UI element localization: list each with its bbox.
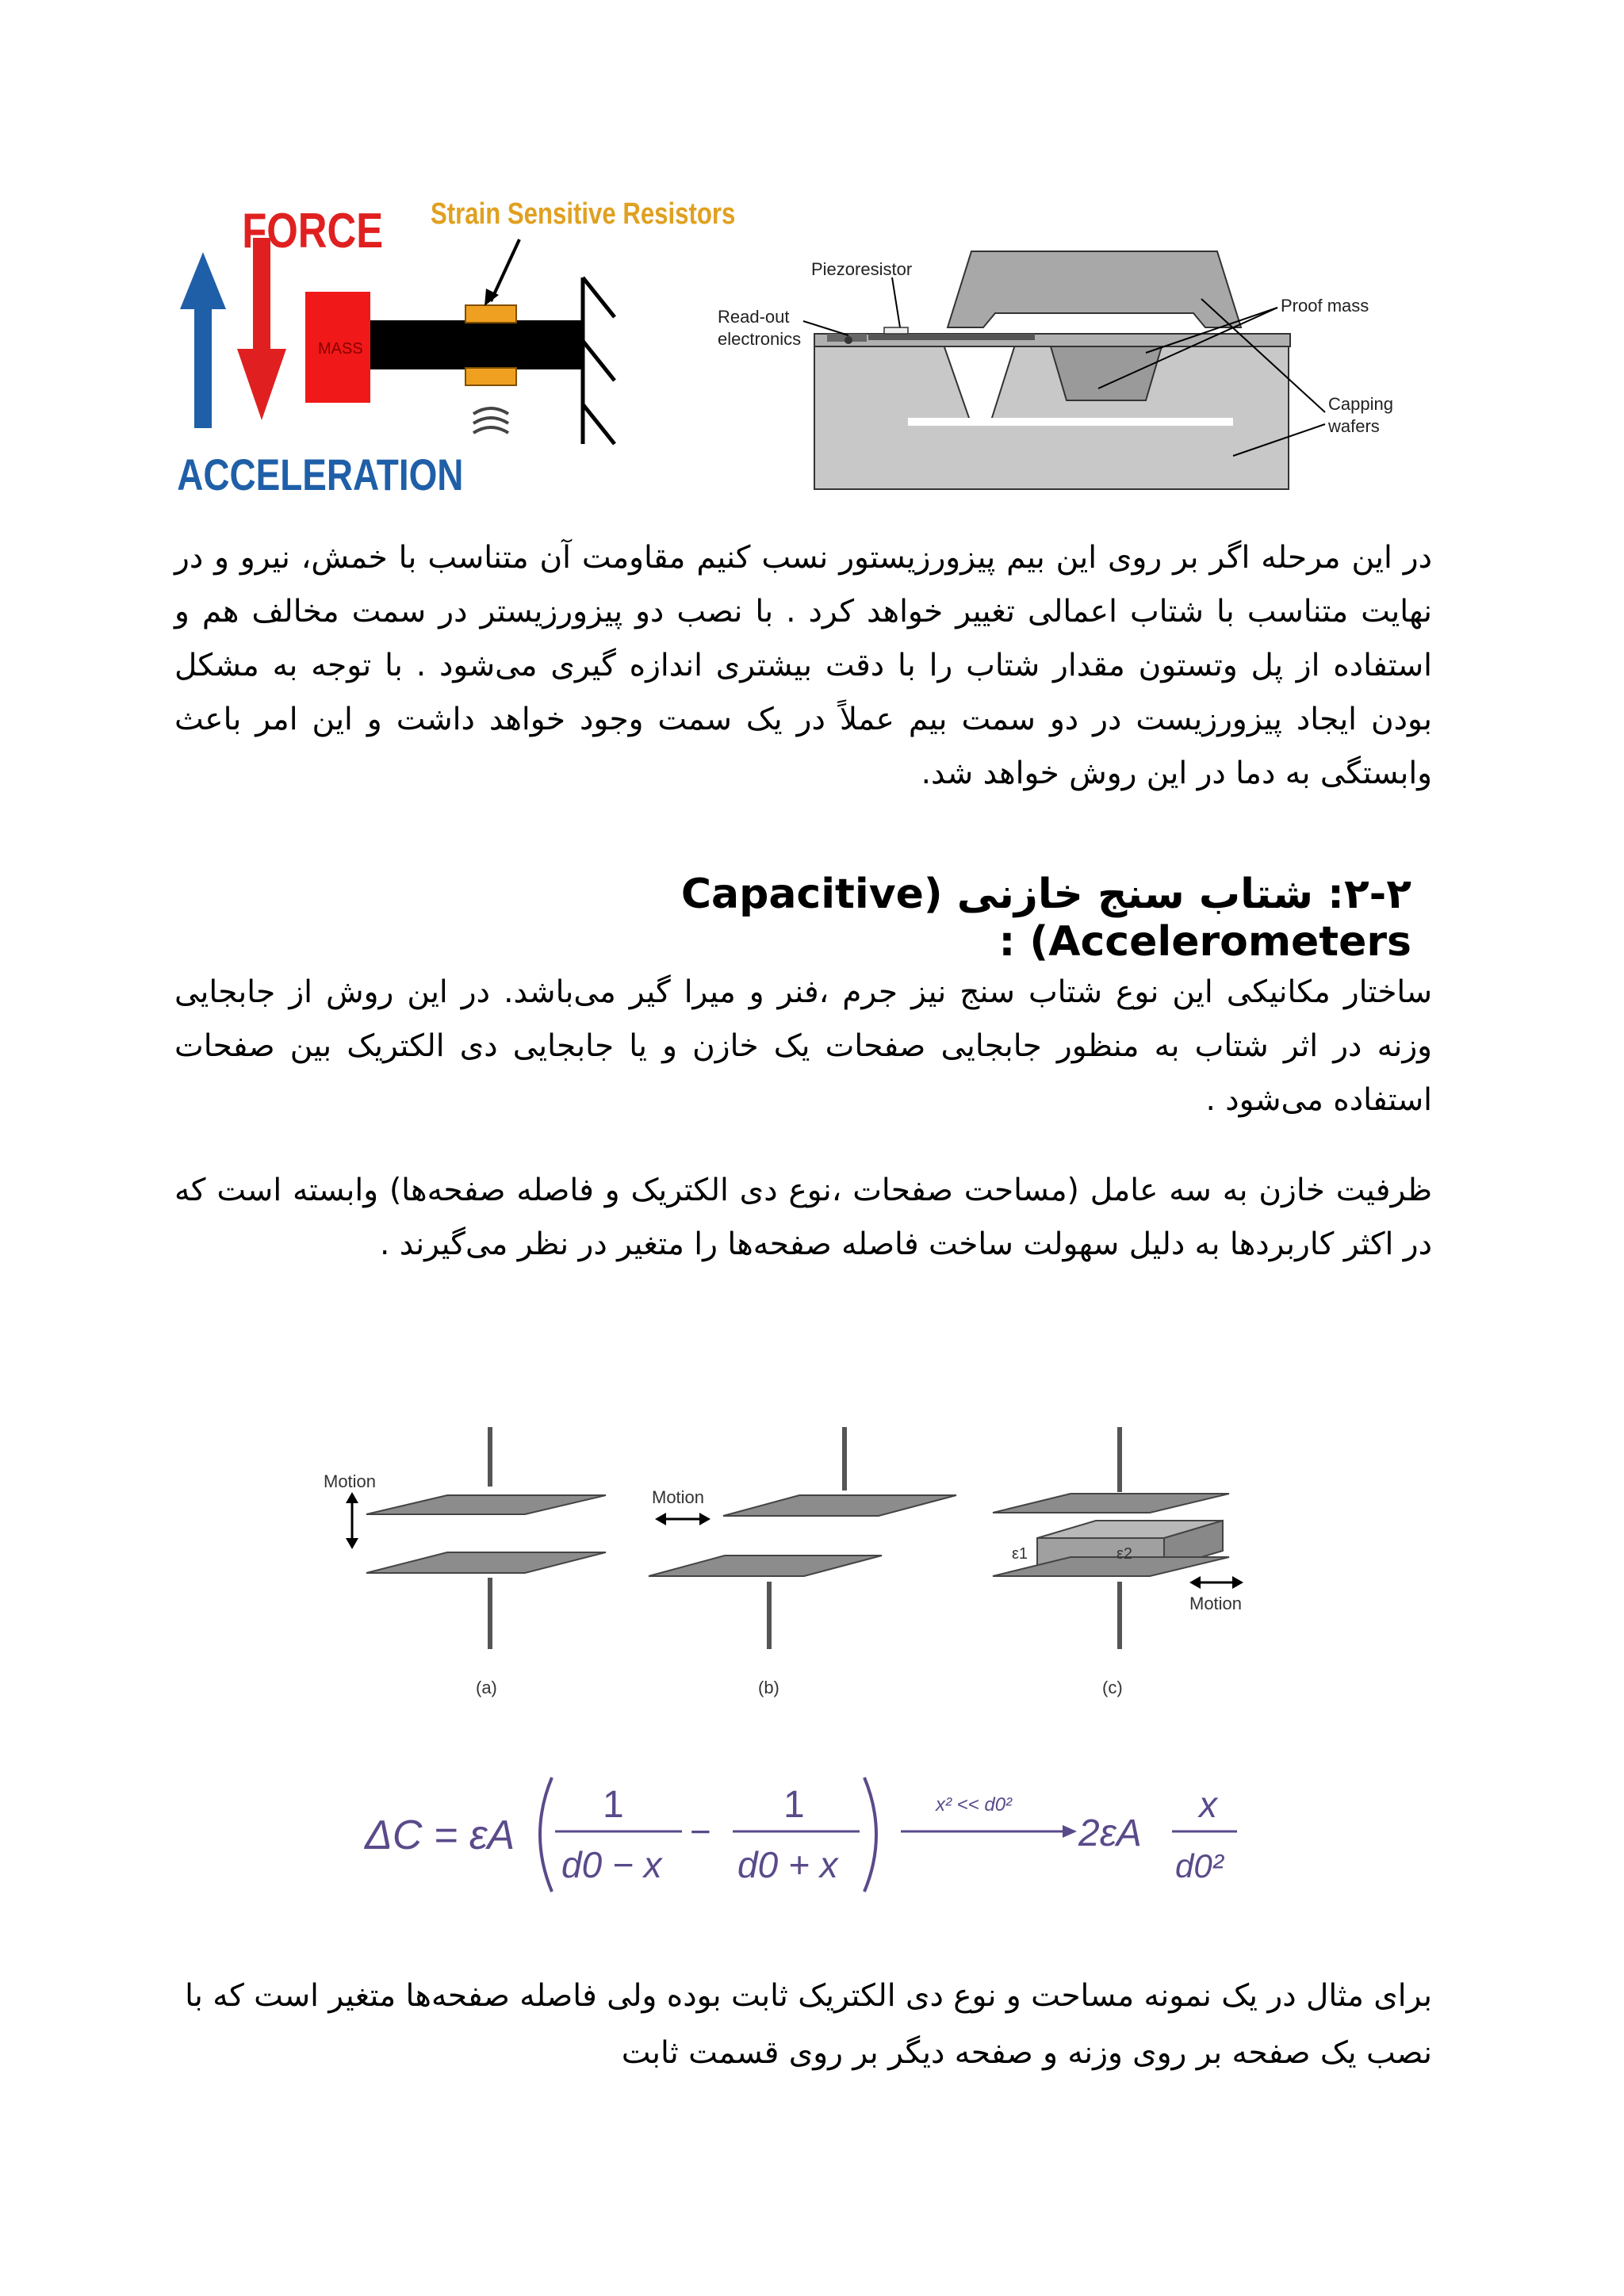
- force-label: FORCE: [242, 204, 384, 259]
- bottom-capping-wafer: [814, 345, 1289, 489]
- paragraph-piezoresistive: در این مرحله اگر بر روی این بیم پیزورزیستور نسب کنیم مقاومت آن متناسب با خمش، نیرو و در نهایت متناسب با شتاب اعمالی تغییر خواهد کرد . با نصب دو پیزورزیستر در سمت مخالف هم و استفاده از پل وتستون مقدار شتاب را با دقت بیشتری اندازه گیری می‌شود . با توجه به مشکل بودن ایجاد پیزورزیست در دو سمت بیم عملاً در یک سمت وجود خواهد داشت و این امر باعث وابستگی به دما در این روش خواهد شد.: [174, 540, 1432, 791]
- vibration-icon: [473, 408, 508, 433]
- accelerometer-force-diagram: [170, 190, 736, 500]
- equation-minus: −: [690, 1811, 711, 1852]
- fraction1-numerator: 1: [603, 1784, 624, 1826]
- motion-label-c: Motion: [1189, 1594, 1243, 1613]
- caption-a: (a): [476, 1678, 497, 1697]
- readout-label-line1: Read-out: [718, 307, 790, 327]
- config-c: [993, 1427, 1243, 1697]
- fixed-wall: [583, 277, 615, 444]
- motion-label-a: Motion: [324, 1471, 377, 1491]
- rhs-numerator: x: [1199, 1784, 1217, 1825]
- section-heading: ۲-۲: شتاب سنج خازنی (Capacitive Accelerometers) :: [680, 871, 1411, 966]
- capping-label-line1: Capping: [1328, 394, 1393, 414]
- capping-label-line2: wafers: [1328, 416, 1380, 436]
- paragraph-example: برای مثال در یک نمونه مساحت و نوع دی الکتریک ثابت بوده ولی فاصله صفحه‌ها متغیر است که با نصب یک صفحه بر روی وزنه و صفحه دیگر بر روی قسمت ثابت: [185, 1978, 1432, 2071]
- mass-label: MASS: [318, 340, 363, 358]
- motion-label-b: Motion: [652, 1487, 705, 1507]
- fraction2-numerator: 1: [783, 1784, 805, 1826]
- acceleration-label: ACCELERATION: [177, 450, 464, 500]
- equation-lhs: ΔC = εA: [365, 1812, 515, 1858]
- config-b: [649, 1427, 956, 1697]
- proof-mass-bottom: [1051, 346, 1162, 400]
- capacitor-configurations-figure: [317, 1419, 1300, 1712]
- equation-rhs-prefix: 2εA: [1078, 1812, 1142, 1854]
- config-a: [324, 1427, 606, 1697]
- paragraph-capacitance-factors: ظرفیت خازن به سه عامل (مساحت صفحات ،نوع دی الکتریک و فاصله صفحه‌ها) وابسته است که در اکثر کاربردها به دلیل سهولت ساخت فاصله صفحه‌ها را متغیر در نظر می‌گیرند .: [174, 1173, 1432, 1262]
- approximation-condition: x² << d0²: [936, 1794, 1013, 1816]
- acceleration-arrow-icon: [180, 252, 226, 428]
- mems-piezoresistive-section: [718, 242, 1435, 496]
- horizontal-motion-arrow-icon: [655, 1513, 710, 1525]
- piezoresistor-label: Piezoresistor: [811, 259, 913, 279]
- strain-resistors-label: Strain Sensitive Resistors: [431, 197, 736, 231]
- caption-c: (c): [1102, 1678, 1123, 1697]
- caption-b: (b): [758, 1678, 779, 1697]
- rhs-denominator: d0²: [1175, 1847, 1224, 1885]
- fraction2-denominator: d0 + x: [737, 1844, 838, 1885]
- force-arrow-icon: [237, 238, 286, 420]
- epsilon1-label: ε1: [1012, 1545, 1028, 1563]
- proof-mass-label: Proof mass: [1281, 296, 1369, 316]
- horizontal-motion-arrow-icon: [1189, 1576, 1243, 1589]
- fraction1-denominator: d0 − x: [561, 1844, 662, 1885]
- epsilon2-label: ε2: [1116, 1545, 1133, 1563]
- readout-label-line2: electronics: [718, 329, 802, 349]
- top-capping-wafer: [948, 251, 1241, 327]
- vertical-motion-arrow-icon: [346, 1492, 358, 1549]
- cantilever-beam: [370, 320, 583, 369]
- paragraph-capacitive-structure: ساختار مکانیکی این نوع شتاب سنج نیز جرم ،فنر و میرا گیر می‌باشد. در این روش از جابجایی وزنه در اثر شتاب به منظور جابجایی صفحات یک خازن و یا جابجایی دی الکتریک بین صفحات استفاده می‌شود .: [174, 974, 1432, 1118]
- strain-resistor-bottom: [465, 368, 516, 385]
- capacitance-change-equation: [365, 1762, 1253, 1904]
- strain-resistor-top: [465, 305, 516, 323]
